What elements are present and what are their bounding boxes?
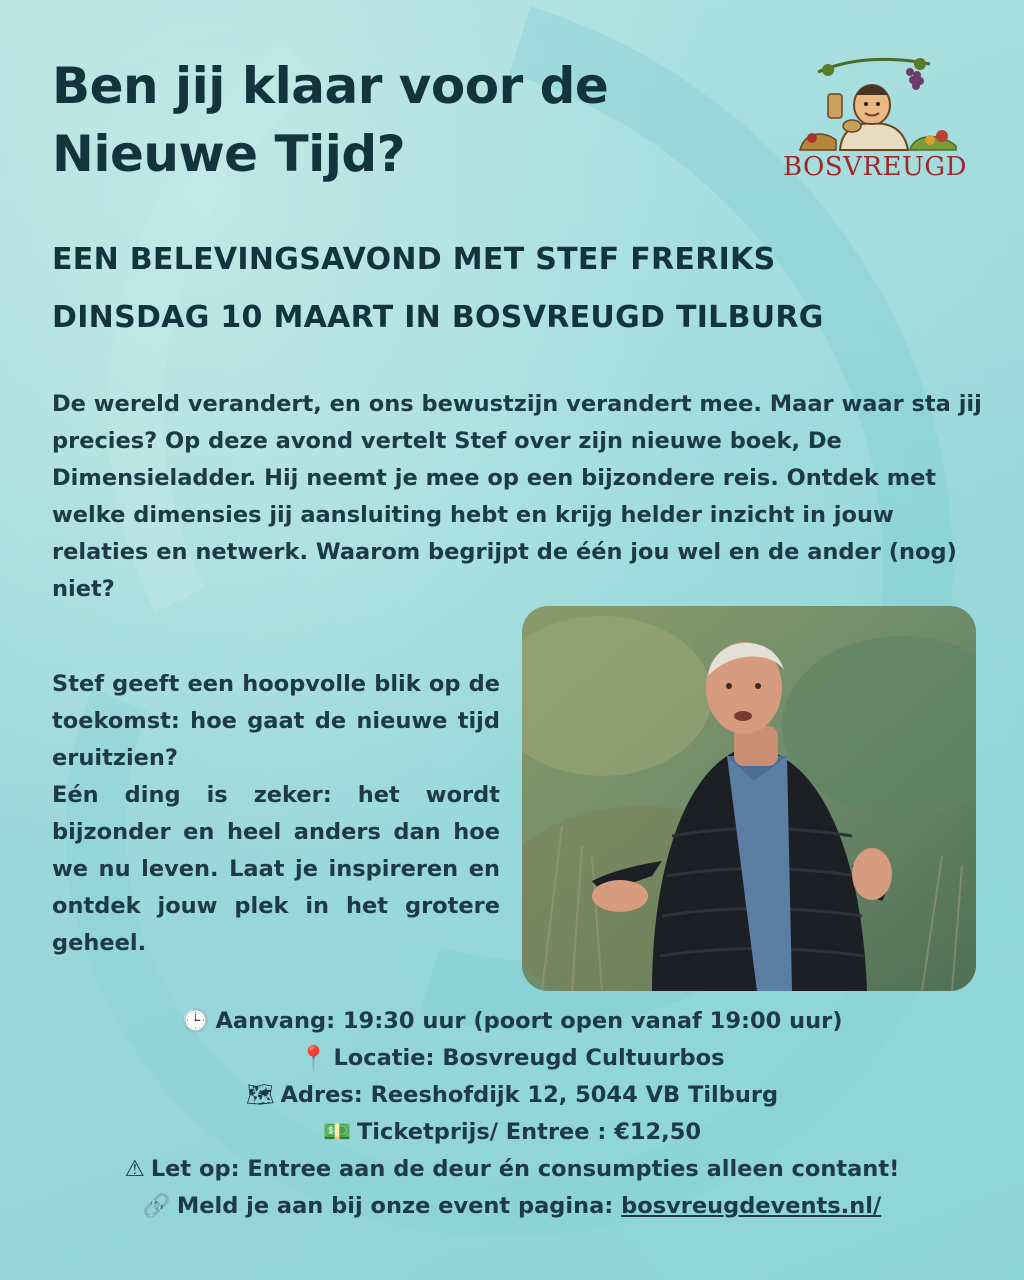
detail-signup-text: Meld je aan bij onze event pagina: [176,1193,622,1219]
detail-notice [0,1151,1024,1188]
pin-icon: 📍 [299,1045,328,1071]
bosvreugd-logo [770,50,980,190]
side-paragraph [52,666,500,962]
event-page-link[interactable]: bosvreugdevents.nl/ [621,1193,882,1219]
speaker-photo [522,606,976,991]
detail-time [0,1003,1024,1040]
event-date-location: DINSDAG 10 MAART IN BOSVREUGD TILBURG [52,300,824,335]
detail-location [0,1040,1024,1077]
logo-illustration [770,50,980,155]
detail-price [0,1114,1024,1151]
detail-price-text: Ticketprijs/ Entree : €12,50 [356,1119,702,1145]
link-icon: 🔗 [142,1193,171,1219]
detail-signup [0,1188,1024,1225]
money-icon: 💵 [322,1119,351,1145]
event-details [0,1003,1024,1225]
event-subtitle: EEN BELEVINGSAVOND MET STEF FRERIKS [52,242,776,277]
side-text-1: Stef geeft een hoopvolle blik op de toekomst: hoe gaat de nieuwe tijd eruitzien? [52,671,500,771]
map-icon: 🗺 [245,1082,275,1108]
detail-location-text: Locatie: Bosvreugd Cultuurbos [333,1045,725,1071]
detail-notice-text: Let op: Entree aan de deur én consumpties alleen contant! [150,1156,900,1182]
page-title: Ben jij klaar voor de Nieuwe Tijd? [52,57,609,183]
detail-time-text: Aanvang: 19:30 uur (poort open vanaf 19:00 uur) [215,1008,843,1034]
detail-address-text: Adres: Reeshofdijk 12, 5044 VB Tilburg [280,1082,779,1108]
logo-text: BOSVREUGD [782,152,968,182]
side-text-2: Eén ding is zeker: het wordt bijzonder en heel anders dan hoe we nu leven. Laat je inspireren en ontdek jouw plek in het grotere geheel. [52,782,500,956]
warning-icon: ⚠ [124,1156,145,1182]
clock-icon: 🕒 [181,1008,210,1034]
detail-address [0,1077,1024,1114]
intro-paragraph: De wereld verandert, en ons bewustzijn verandert mee. Maar waar sta jij precies? Op deze avond vertelt Stef over zijn nieuwe boek, De Dimensieladder. Hij neemt je mee op een bijzondere reis. Ontdek met welke dimensies jij aansluiting hebt en krijg helder inzicht in jouw relaties en netwerk. Waarom begrijpt de één jou wel en de ander (nog) niet? [52,391,982,602]
